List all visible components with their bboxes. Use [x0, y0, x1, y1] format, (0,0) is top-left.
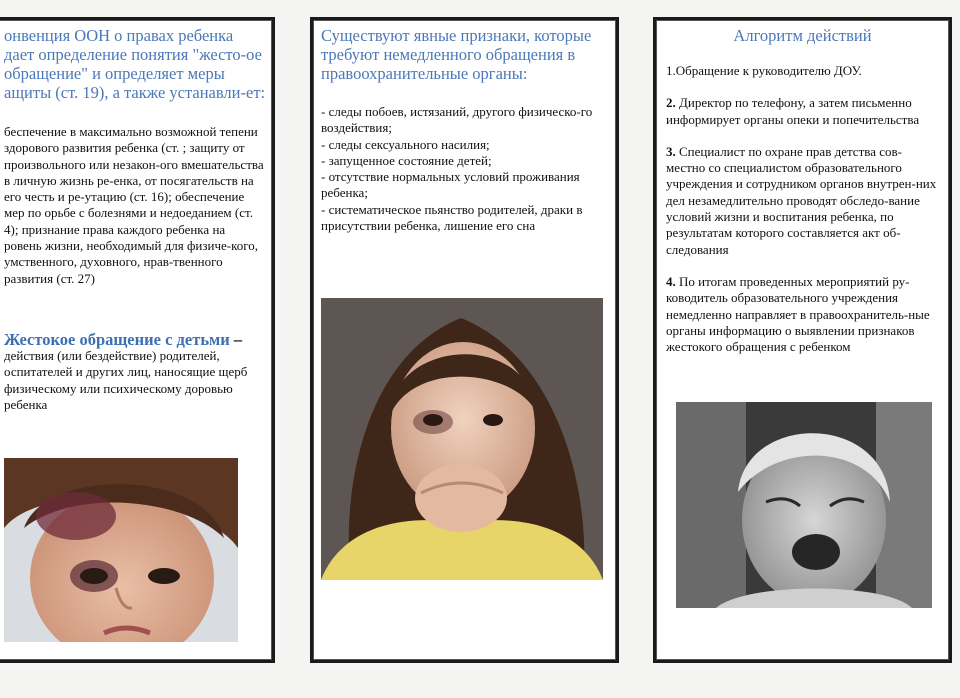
warning-signs-heading: Существуют явные признаки, которые требуют немедленного обращения в правоохранительные органы: — [321, 26, 592, 83]
list-item: - систематическое пьянство родителей, драки в присутствии ребенка, лишение его сна — [321, 201, 583, 234]
step-number: 1. — [666, 63, 676, 78]
list-item: - следы сексуального насилия; — [321, 136, 490, 152]
step-text: Обращение к руководителю ДОУ. — [675, 63, 862, 78]
action-steps — [666, 63, 941, 371]
list-item: - отсутствие нормальных условий проживания ребенка; — [321, 169, 580, 201]
convention-rights-text: беспечение в максимально возможной тепени здорового развития ребенка (ст. ; защиту от произвольного или незакон-ого вмешательства в личную жизнь ре-енка, от посягательств на его честь и ре-утацию (ст. 16); обеспечение мер по орьбе с болезнями и недоеданием (ст. 4); признание права каждого ребенка на ровень жизни, необходимый для физиче-кого, умственного, духовного, нрав-твенного развития (ст. 27) — [4, 124, 264, 286]
heading-dash: – — [229, 330, 243, 349]
step-item — [666, 63, 941, 79]
un-convention-heading: онвенция ООН о правах ребенка дает определение понятия "жесто-ое обращение" и определяет меры ащиты (ст. 19), а также устанавли-ет: — [4, 26, 266, 102]
step-text: Директор по телефону, а затем письменно информирует органы опеки и попечительства — [666, 95, 920, 127]
step-number: 2. — [666, 95, 676, 111]
right-panel — [653, 17, 952, 663]
list-item: - следы побоев, истязаний, другого физическо-го воздействия; — [321, 104, 593, 136]
warning-signs-list — [321, 104, 606, 234]
cruel-treatment-heading — [4, 330, 266, 349]
list-item: - запущенное состояние детей; — [321, 152, 492, 168]
bruised-child-photo — [4, 458, 238, 642]
step-item — [666, 274, 941, 355]
cruel-treatment-definition: действия (или бездействие) родителей, оспитателей и других лиц, наносящие щерб физическому или психическому доровью ребенка — [4, 348, 248, 412]
step-number: 3. — [666, 143, 676, 159]
frightened-girl-photo — [321, 298, 603, 580]
left-panel — [0, 17, 275, 663]
step-number: 4. — [666, 273, 676, 289]
step-text: По итогам проведенных мероприятий ру-ководитель образовательного учреждения немедленно направляет в правоохранитель-ные органы информацию о выявлении признаков жестокого обращения с ребенком — [666, 273, 930, 355]
action-algorithm-heading: Алгоритм действий — [733, 26, 872, 45]
step-item — [666, 144, 941, 258]
crying-child-photo — [676, 402, 932, 608]
middle-panel — [310, 17, 619, 663]
step-text: Специалист по охране прав детства сов-местно со специалистом образовательного учреждения и сотрудником органов внутрен-них дел незамедлительно проводят обследо-вание условий жизни и воспитания ребенка, по результатам которого составляется акт об-следования — [666, 143, 937, 257]
step-item — [666, 95, 941, 128]
cruel-treatment-heading-text: Жестокое обращение с детьми — [4, 330, 230, 349]
